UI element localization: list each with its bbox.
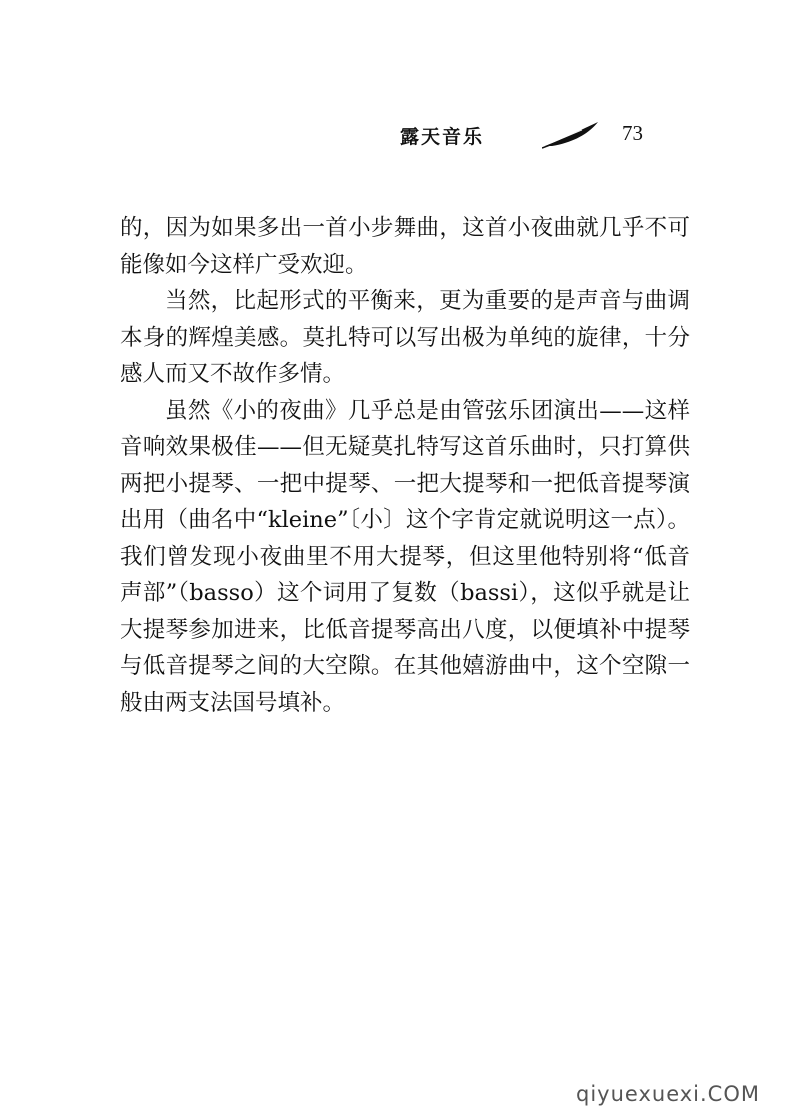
page-number: 73 — [622, 121, 643, 145]
body-text — [120, 210, 690, 721]
running-header-title: 露天音乐 — [400, 126, 485, 148]
feather-quill-icon — [542, 120, 602, 150]
paragraph-continued: 的，因为如果多出一首小步舞曲，这首小夜曲就几乎不可能像如今这样广受欢迎。 — [120, 215, 690, 278]
running-header — [400, 114, 660, 154]
site-watermark: qiyuexuexi.COM — [576, 1082, 760, 1106]
paragraph: 虽然《小的夜曲》几乎总是由管弦乐团演出——这样音响效果极佳——但无疑莫扎特写这首乐曲时，只打算供两把小提琴、一把中提琴、一把大提琴和一把低音提琴演出用（曲名中“kleine”〔小〕这个字肯定就说明这一点）。我们曾发现小夜曲里不用大提琴，但这里他特别将“低音声部”（basso）这个词用了复数（bassi），这似乎就是让大提琴参加进来，比低音提琴高出八度，以便填补中提琴与低音提琴之间的大空隙。在其他嬉游曲中，这个空隙一般由两支法国号填补。 — [120, 397, 690, 716]
paragraph: 当然，比起形式的平衡来，更为重要的是声音与曲调本身的辉煌美感。莫扎特可以写出极为单纯的旋律，十分感人而又不故作多情。 — [120, 288, 690, 387]
